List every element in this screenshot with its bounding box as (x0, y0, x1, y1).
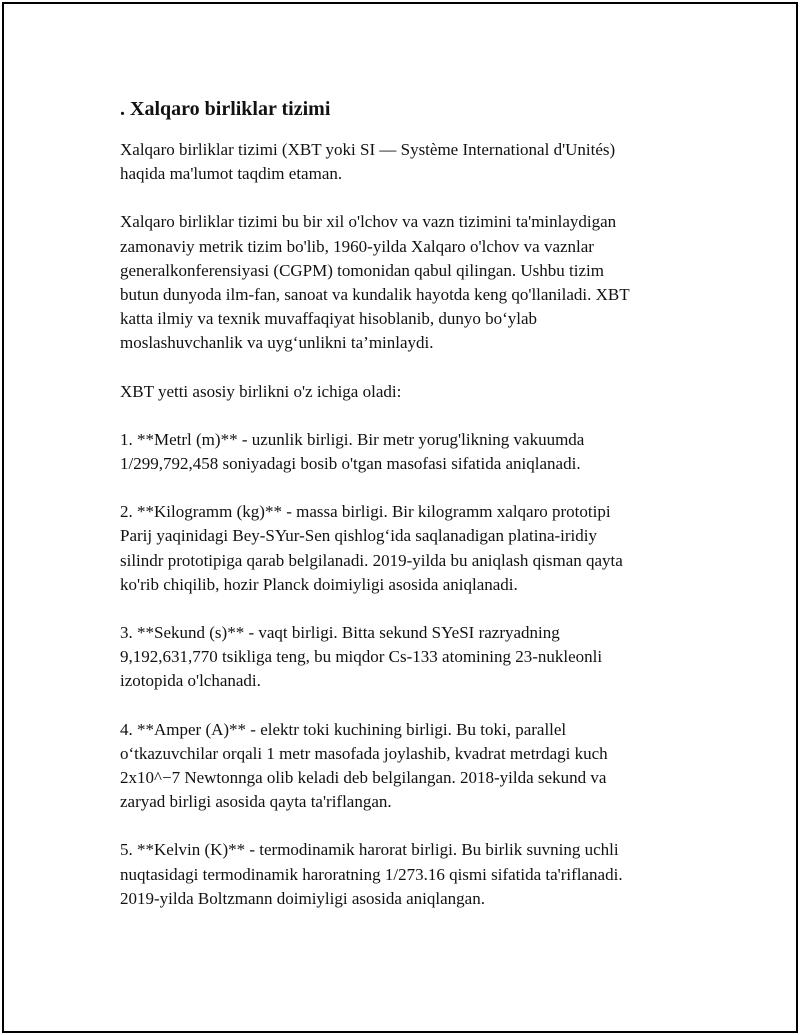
list-item-metre (120, 428, 690, 476)
text-line: Parij yaqinidagi Bey-SYur-Sen qishlog‘ida saqlanadigan platina-iridiy (120, 526, 597, 546)
text-line: Xalqaro birliklar tizimi bu bir xil o'lchov va vazn tizimini ta'minlaydigan (120, 212, 617, 232)
text-line: 2019-yilda Boltzmann doimiyligi asosida aniqlangan. (120, 888, 485, 908)
text-line: o‘tkazuvchilar orqali 1 metr masofada joylashib, kvadrat metrdagi kuch (120, 743, 608, 763)
text-line: izotopida o'lchanadi. (120, 671, 261, 691)
text-line: haqida ma'lumot taqdim etaman. (120, 164, 343, 184)
text-line: generalkonferensiyasi (CGPM) tomonidan qabul qilingan. Ushbu tizim (120, 260, 604, 280)
paragraph-list-intro (120, 380, 690, 404)
text-line: 1/299,792,458 soniyadagi bosib o'tgan masofasi sifatida aniqlanadi. (120, 454, 581, 474)
text-line: silindr prototipiga qarab belgilanadi. 2019-yilda bu aniqlash qisman qayta (120, 550, 623, 570)
text-line: 1. **Metrl (m)** - uzunlik birligi. Bir metr yorug'likning vakuumda (120, 429, 585, 449)
text-line: katta ilmiy va texnik muvaffaqiyat hisoblanib, dunyo bo‘ylab (120, 309, 538, 329)
text-line: moslashuvchanlik va uyg‘unlikni ta’minlaydi. (120, 333, 434, 353)
paragraph-description (120, 210, 690, 355)
text-line: 9,192,631,770 tsikliga teng, bu miqdor Cs-133 atomining 23-nukleonli (120, 647, 603, 667)
text-line: zamonaviy metrik tizim bo'lib, 1960-yilda Xalqaro o'lchov va vaznlar (120, 236, 594, 256)
document-title: . Xalqaro birliklar tizimi (120, 98, 331, 120)
text-line: Xalqaro birliklar tizimi (XBT yoki SI — Système International d'Unités) (120, 140, 616, 159)
paragraph-intro (120, 138, 690, 186)
text-line: ko'rib chiqilib, hozir Planck doimiyligi asosida aniqlanadi. (120, 574, 518, 594)
text-line: nuqtasidagi termodinamik haroratning 1/273.16 qismi sifatida ta'riflanadi. (120, 864, 623, 884)
text-line: 2. **Kilogramm (kg)** - massa birligi. Bir kilogramm xalqaro prototipi (120, 502, 611, 522)
list-item-kilogram (120, 500, 690, 597)
text-line: zaryad birligi asosida qayta ta'riflangan. (120, 792, 392, 812)
text-line: XBT yetti asosiy birlikni o'z ichiga oladi: (120, 381, 402, 401)
page-frame (2, 2, 798, 1033)
document-body (120, 96, 690, 935)
text-line: 4. **Amper (A)** - elektr toki kuchining birligi. Bu toki, parallel (120, 719, 567, 739)
list-item-second (120, 621, 690, 694)
text-line: 3. **Sekund (s)** - vaqt birligi. Bitta sekund SYeSI razryadning (120, 623, 560, 643)
text-line: butun dunyoda ilm-fan, sanoat va kundalik hayotda keng qo'llaniladi. XBT (120, 285, 630, 305)
text-line: 5. **Kelvin (K)** - termodinamik harorat birligi. Bu birlik suvning uchli (120, 840, 619, 860)
text-line: 2x10^−7 Newtonnga olib keladi deb belgilangan. 2018-yilda sekund va (120, 768, 607, 788)
list-item-kelvin (120, 838, 690, 911)
list-item-ampere (120, 718, 690, 815)
